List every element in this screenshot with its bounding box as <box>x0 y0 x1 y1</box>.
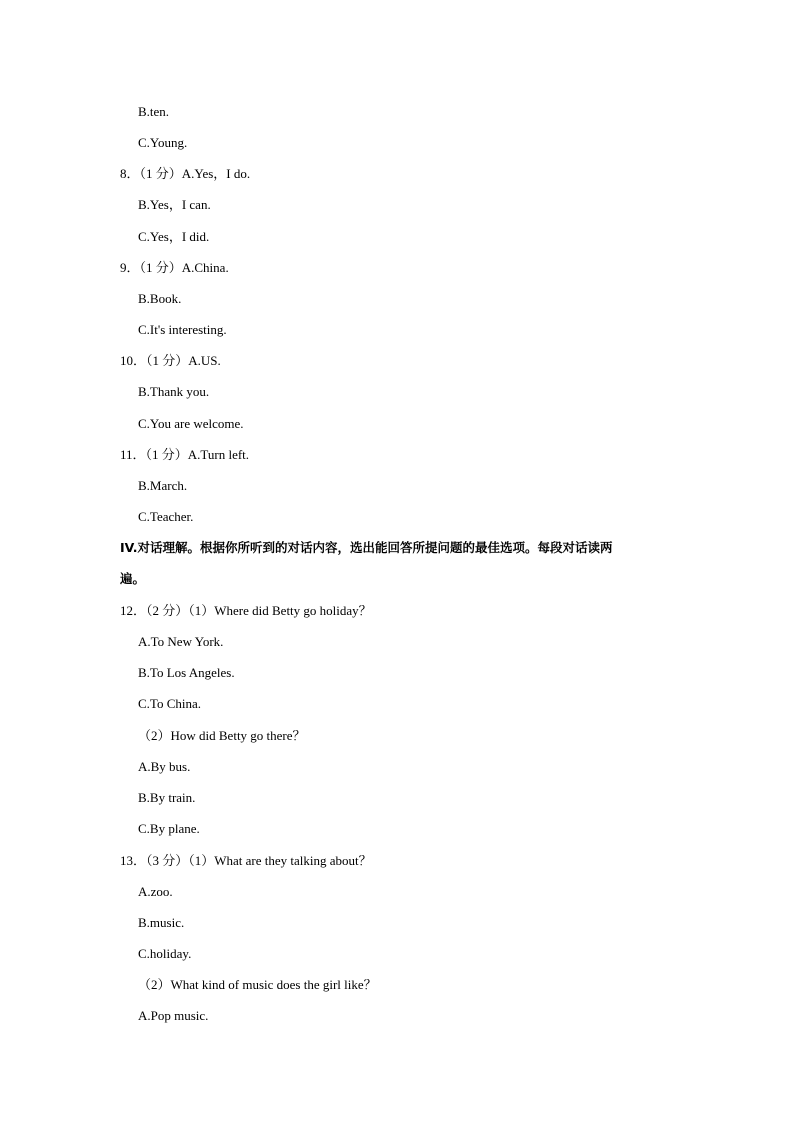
section-heading-iv-continued: 遍。 <box>120 571 146 586</box>
question-12-part-2: （2）How did Betty go there？ <box>138 728 306 743</box>
question-9: 9．（1 分）A.China. <box>120 260 229 275</box>
option-12-2c: C.By plane. <box>138 821 200 836</box>
option-8b: B.Yes，I can. <box>138 197 211 212</box>
option-10c: C.You are welcome. <box>138 416 244 431</box>
option-10b: B.Thank you. <box>138 384 210 399</box>
option-8c: C.Yes，I did. <box>138 229 210 244</box>
option-13-1c: C.holiday. <box>138 946 192 961</box>
option-12-2b: B.By train. <box>138 790 196 805</box>
option-11b: B.March. <box>138 478 188 493</box>
option-12-1b: B.To Los Angeles. <box>138 665 235 680</box>
option-12-1c: C.To China. <box>138 696 202 711</box>
question-10: 10．（1 分）A.US. <box>120 353 221 368</box>
option-13-1b: B.music. <box>138 915 185 930</box>
option-11c: C.Teacher. <box>138 509 194 524</box>
question-12-part-1: 12．（2 分）（1）Where did Betty go holiday？ <box>120 603 372 618</box>
section-heading-iv: IV.对话理解。根据你所听到的对话内容，选出能回答所提问题的最佳选项。每段对话读两 <box>120 540 613 555</box>
option-9c: C.It's interesting. <box>138 322 227 337</box>
option-7c: C.Young. <box>138 135 188 150</box>
option-7b: B.ten. <box>138 104 170 119</box>
option-13-1a: A.zoo. <box>138 884 173 899</box>
question-8: 8．（1 分）A.Yes，I do. <box>120 166 251 181</box>
option-12-2a: A.By bus. <box>138 759 191 774</box>
question-13-part-2: （2）What kind of music does the girl like？ <box>138 977 377 992</box>
option-13-2a: A.Pop music. <box>138 1008 209 1023</box>
option-9b: B.Book. <box>138 291 182 306</box>
question-13-part-1: 13．（3 分）（1）What are they talking about？ <box>120 853 372 868</box>
option-12-1a: A.To New York. <box>138 634 224 649</box>
question-11: 11．（1 分）A.Turn left. <box>120 447 250 462</box>
